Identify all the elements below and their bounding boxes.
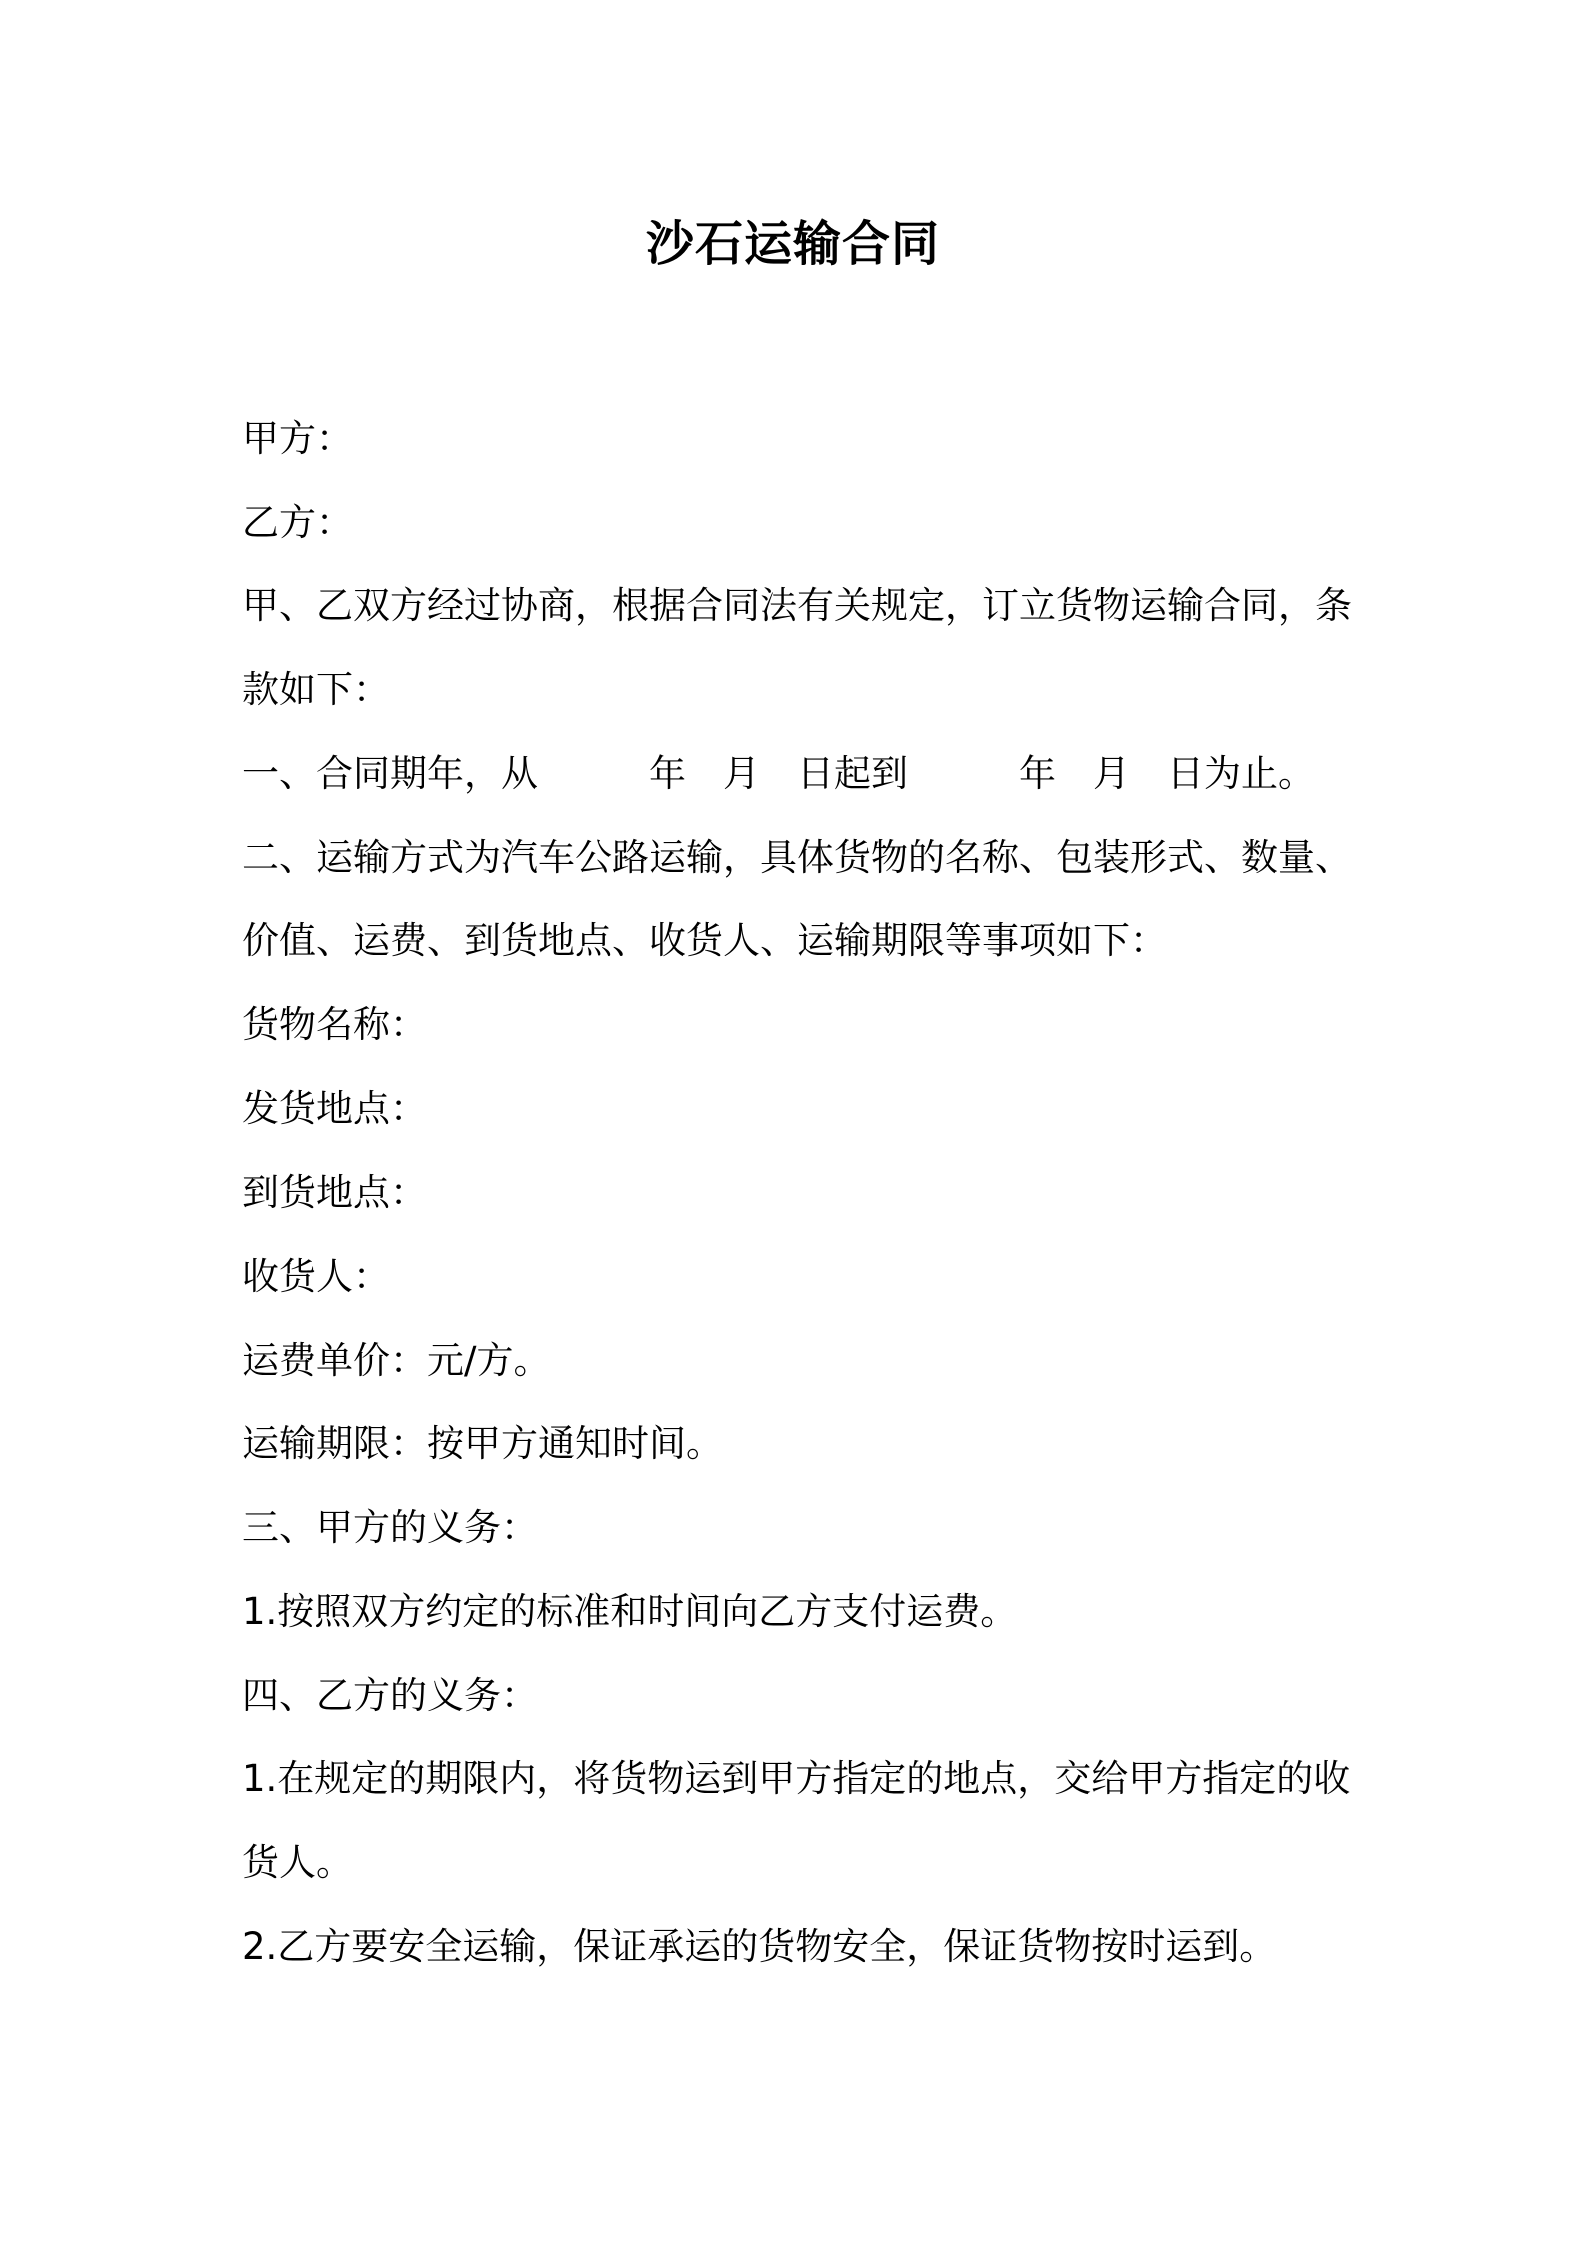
clause-4-item-2: 2.乙方要安全运输，保证承运的货物安全，保证货物按时运到。 xyxy=(242,1925,1277,1968)
goods-name-field: 货物名称： xyxy=(242,1003,427,1046)
preamble-line-1: 甲、乙双方经过协商，根据合同法有关规定，订立货物运输合同，条 xyxy=(242,584,1352,627)
preamble-line-2: 款如下： xyxy=(242,668,390,711)
shipping-location-field: 发货地点： xyxy=(242,1087,427,1130)
clause-4-item-1-line-2: 货人。 xyxy=(242,1841,353,1884)
freight-unit-price-field: 运费单价：元/方。 xyxy=(242,1339,551,1382)
arrival-location-field: 到货地点： xyxy=(242,1171,427,1214)
clause-2-line-2: 价值、运费、到货地点、收货人、运输期限等事项如下： xyxy=(242,919,1167,962)
clause-2-line-1: 二、运输方式为汽车公路运输，具体货物的名称、包装形式、数量、 xyxy=(242,836,1352,879)
clause-4-heading: 四、乙方的义务： xyxy=(242,1674,538,1717)
consignee-field: 收货人： xyxy=(242,1255,390,1298)
clause-1-term: 一、合同期年，从 年 月 日起到 年 月 日为止。 xyxy=(242,752,1315,795)
transport-period-field: 运输期限：按甲方通知时间。 xyxy=(242,1422,723,1465)
party-a-line: 甲方： xyxy=(242,417,353,460)
document-title: 沙石运输合同 xyxy=(645,216,940,272)
party-b-line: 乙方： xyxy=(242,501,353,544)
clause-3-heading: 三、甲方的义务： xyxy=(242,1506,538,1549)
clause-3-item-1: 1.按照双方约定的标准和时间向乙方支付运费。 xyxy=(242,1590,1018,1633)
clause-4-item-1-line-1: 1.在规定的期限内，将货物运到甲方指定的地点，交给甲方指定的收 xyxy=(242,1757,1351,1800)
